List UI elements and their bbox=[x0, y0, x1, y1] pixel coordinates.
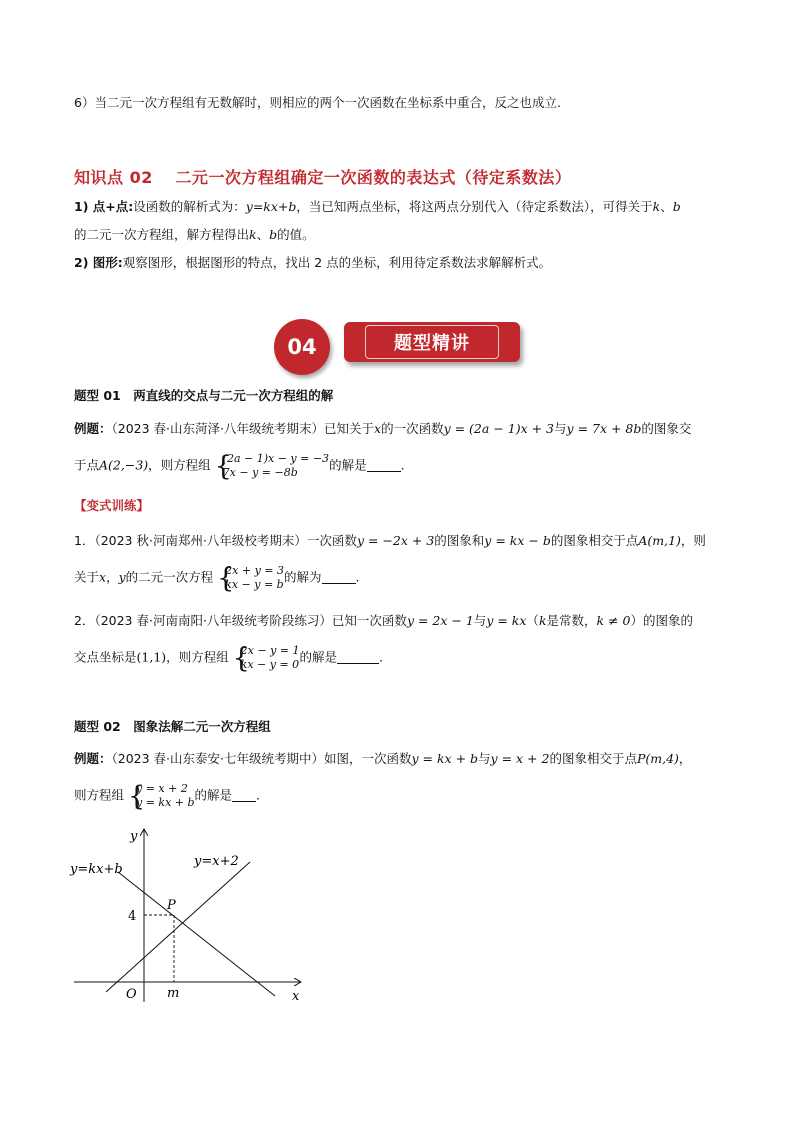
variant-q2-f1: y = 2x − 1 bbox=[406, 613, 474, 628]
variant-q1-b: 的图象和 bbox=[434, 533, 485, 548]
type01-ex-x: x bbox=[374, 421, 382, 436]
variant-q1-f: 的二元一次方程 bbox=[125, 569, 214, 585]
type02-ex-point: P(m,4) bbox=[636, 751, 679, 766]
kp02-p1-k: k bbox=[652, 199, 661, 214]
function-graph bbox=[60, 820, 320, 1010]
section-banner bbox=[344, 322, 520, 362]
type02-ex-a: （2023 春·山东泰安·七年级统考期中）如图，一次函数 bbox=[111, 751, 412, 766]
variant-q2-f: 交点坐标是 bbox=[74, 649, 137, 665]
line-y-x-plus-2 bbox=[106, 862, 250, 992]
variant-q1-point: A(m,1) bbox=[638, 533, 681, 548]
label-m: m bbox=[167, 986, 180, 1001]
type02-ex-e: 则方程组 bbox=[74, 787, 125, 803]
variant-q2-cond: k ≠ 0 bbox=[596, 613, 631, 628]
type01-heading: 题型 01 两直线的交点与二元一次方程组的解 bbox=[74, 388, 334, 403]
label-point-p: P bbox=[167, 898, 176, 913]
type01-ex-e: 于点 bbox=[74, 457, 100, 473]
variant-q1-sys-row2: kx − y = b bbox=[225, 578, 284, 591]
type01-ex-f2: y = 7x + 8b bbox=[566, 421, 642, 436]
kp02-point1-line1 bbox=[74, 198, 681, 216]
type01-ex-point: A(2,−3) bbox=[99, 457, 149, 473]
type02-ex-b: 与 bbox=[478, 751, 491, 766]
badge-number: 04 bbox=[287, 335, 317, 359]
type01-equation-system: { (2a − 1)x − y = −3 7x − y = −8b bbox=[214, 451, 330, 482]
kp02-p1-k2: k bbox=[249, 227, 257, 242]
type01-example-label: 例题： bbox=[74, 421, 112, 436]
variant-q1-c: 的图象相交于点 bbox=[550, 533, 639, 548]
kp02-p1-text-d: 的值。 bbox=[277, 227, 315, 242]
variant-q2-sys-row2: kx − y = 0 bbox=[240, 658, 300, 671]
type01-ex-f: ，则方程组 bbox=[148, 457, 211, 473]
variant-q2-b: 与 bbox=[473, 613, 487, 628]
variant-q2-e: ）的图象的 bbox=[630, 613, 693, 628]
section-title-kp02: 知识点 02 二元一次方程组确定一次函数的表达式（待定系数法） bbox=[74, 168, 572, 187]
type02-ex-f: 的解是 bbox=[194, 787, 233, 803]
variant-q2-k: k bbox=[538, 613, 547, 628]
kp02-p1-text-a: 设函数的解析式为： bbox=[133, 199, 246, 214]
type02-ex-f1: y = kx + b bbox=[411, 751, 479, 766]
answer-blank[interactable] bbox=[232, 789, 256, 802]
variant-q2-end: . bbox=[379, 649, 383, 665]
variant-q1-line1 bbox=[74, 532, 706, 550]
answer-blank[interactable] bbox=[322, 571, 356, 584]
type02-heading: 题型 02 图象法解二元一次方程组 bbox=[74, 719, 271, 734]
variant-q2-sys-row1: 2x − y = 1 bbox=[240, 644, 300, 657]
label-y4: 4 bbox=[128, 909, 137, 924]
type01-ex-end: . bbox=[400, 457, 405, 473]
line-y-kx-plus-b bbox=[118, 872, 275, 996]
variant-q1-f2: y = kx − b bbox=[484, 533, 551, 548]
section-number-badge bbox=[274, 319, 330, 375]
type01-sys-row1: (2a − 1)x − y = −3 bbox=[222, 452, 330, 465]
variant-q1-f1: y = −2x + 3 bbox=[356, 533, 435, 548]
variant-q1-sys-row1: 2x + y = 3 bbox=[225, 564, 284, 577]
variant-q2-c: （ bbox=[526, 613, 539, 628]
variant-q2-equation-system: { 2x − y = 1 kx − y = 0 bbox=[232, 643, 300, 674]
variant-q2-point: (1,1) bbox=[136, 649, 167, 665]
answer-blank[interactable] bbox=[367, 459, 401, 472]
item-6: 6）当二元一次方程组有无数解时，则相应的两个一次函数在坐标系中重合，反之也成立. bbox=[74, 95, 561, 110]
variant-q2-h: 的解是 bbox=[299, 649, 338, 665]
type02-ex-end: . bbox=[256, 787, 261, 803]
variant-q1-y: y bbox=[118, 569, 126, 585]
type02-ex-c: 的图象相交于点 bbox=[549, 751, 637, 766]
kp02-p2-text: 观察图形，根据图形的特点，找出 2 点的坐标，利用待定系数法求解解析式。 bbox=[122, 255, 552, 270]
variant-q1-end: . bbox=[355, 569, 360, 585]
answer-blank[interactable] bbox=[337, 651, 379, 664]
label-origin: O bbox=[126, 987, 137, 1002]
variant-q1-line2 bbox=[74, 564, 360, 598]
label-line1: y=kx+b bbox=[70, 862, 123, 877]
type02-ex-f2: y = x + 2 bbox=[490, 751, 550, 766]
label-y-axis: y bbox=[130, 829, 138, 844]
type02-sys-row1: y = x + 2 bbox=[136, 782, 188, 795]
variant-q1-equation-system: { 2x + y = 3 kx − y = b bbox=[217, 563, 284, 594]
variant-q2-d: 是常数， bbox=[546, 613, 597, 628]
kp02-p2-label: 2) 图形: bbox=[74, 255, 123, 270]
variant-training-label: 【变式训练】 bbox=[74, 498, 150, 513]
type02-equation-system: { y = x + 2 y = kx + b bbox=[128, 781, 195, 812]
variant-q1-g: 的解为 bbox=[284, 569, 322, 585]
type01-ex-f1: y = (2a − 1)x + 3 bbox=[443, 421, 555, 436]
variant-q1-a: 1．（2023 秋·河南郑州·八年级校考期末）一次函数 bbox=[74, 533, 357, 548]
kp02-p1-label: 1) 点+点: bbox=[74, 199, 134, 214]
variant-q2-f2: y = kx bbox=[486, 613, 527, 628]
kp02-p1-formula: y=kx+b bbox=[245, 199, 297, 214]
type01-ex-b: 的一次函数 bbox=[381, 421, 444, 436]
type02-sys-row2: y = kx + b bbox=[136, 796, 195, 809]
kp02-point1-line2 bbox=[74, 226, 315, 244]
variant-q2-a: 2．（2023 春·河南南阳·八年级统考阶段练习）已知一次函数 bbox=[74, 613, 407, 628]
banner-label: 题型精讲 bbox=[365, 325, 499, 359]
kp02-p1-b: b bbox=[672, 199, 681, 214]
label-line2: y=x+2 bbox=[194, 854, 239, 869]
type02-example-label: 例题： bbox=[74, 751, 112, 766]
type01-ex-c: 与 bbox=[554, 421, 567, 436]
kp02-p1-sep: 、 bbox=[660, 199, 673, 214]
label-x-axis: x bbox=[292, 989, 300, 1004]
kp02-p1-b2: b bbox=[269, 227, 278, 242]
type01-ex-d: 的图象交 bbox=[641, 421, 692, 436]
type02-example-line2 bbox=[74, 782, 260, 816]
variant-q1-x: x bbox=[99, 569, 107, 585]
type01-example-line1 bbox=[74, 420, 691, 438]
variant-q2-g: ，则方程组 bbox=[166, 649, 229, 665]
type01-example-line2 bbox=[74, 452, 405, 486]
type01-ex-a: （2023 春·山东菏泽·八年级统考期末）已知关于 bbox=[111, 421, 374, 436]
variant-q2-line2 bbox=[74, 644, 383, 678]
type02-ex-d: ， bbox=[678, 751, 692, 766]
kp02-p1-sep2: 、 bbox=[256, 227, 270, 242]
type01-ex-g: 的解是 bbox=[329, 457, 367, 473]
variant-q1-d: ，则 bbox=[680, 533, 706, 548]
type01-sys-row2: 7x − y = −8b bbox=[222, 466, 298, 479]
type02-example-line1 bbox=[74, 750, 691, 768]
kp02-p1-text-b: ，当已知两点坐标，将这两点分别代入（待定系数法），可得关于 bbox=[296, 199, 653, 214]
variant-q1-e: 关于 bbox=[74, 569, 100, 585]
kp02-p1-text-c: 的二元一次方程组，解方程得出 bbox=[74, 227, 250, 242]
variant-q2-line1 bbox=[74, 612, 693, 630]
kp02-point2 bbox=[74, 254, 551, 272]
variant-q1-comma: ， bbox=[106, 569, 119, 585]
